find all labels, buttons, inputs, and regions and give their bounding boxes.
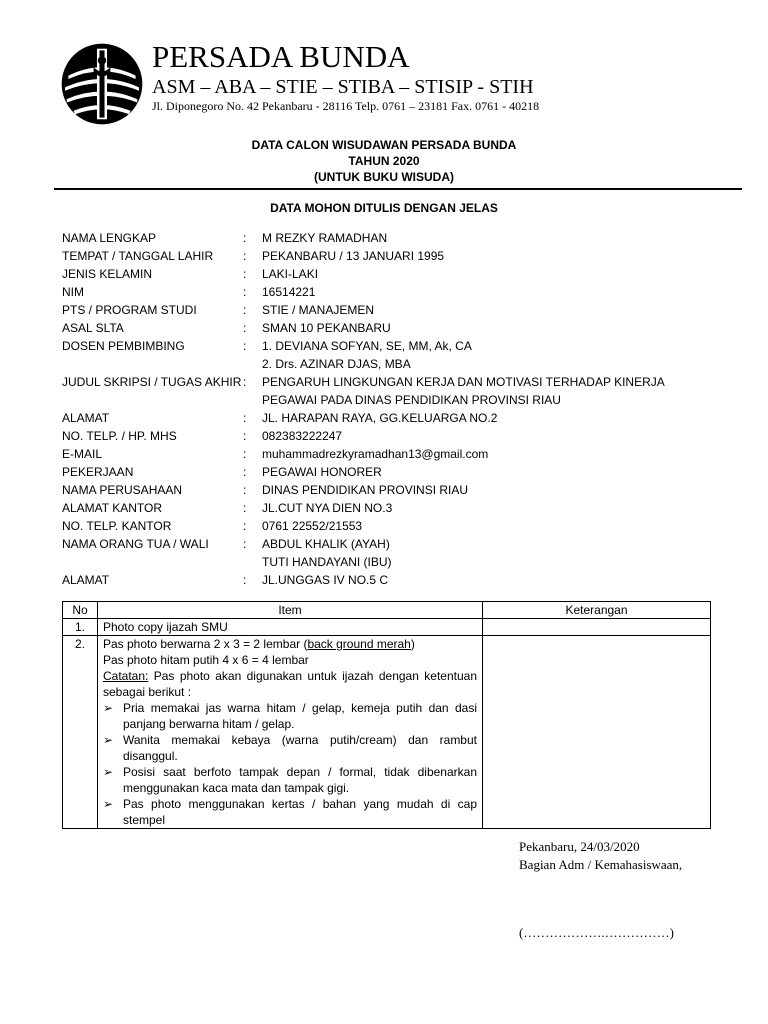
field-value: SMAN 10 PEKANBARU: [262, 321, 391, 335]
background-red-text: back ground merah: [307, 637, 411, 651]
field-colon: :: [243, 537, 247, 551]
field-colon: :: [243, 429, 247, 443]
photo-color-line: [103, 636, 477, 652]
field-row: [62, 229, 752, 247]
office-name: Bagian Adm / Kemahasiswaan,: [519, 857, 683, 872]
table-header-row: [63, 602, 711, 619]
row-item: [98, 636, 483, 829]
field-colon: :: [243, 447, 247, 461]
field-row: [62, 517, 752, 535]
field-row: [62, 499, 752, 517]
field-label: ALAMAT KANTOR: [62, 501, 163, 515]
arrow-bullet-icon: ➢: [103, 733, 114, 747]
field-value: muhammadrezkyramadhan13@gmail.com: [262, 447, 489, 461]
field-colon: :: [243, 321, 247, 335]
instruction-heading: DATA MOHON DITULIS DENGAN JELAS: [270, 201, 498, 215]
field-label: NO. TELP. / HP. MHS: [62, 429, 177, 443]
header-item: Item: [98, 602, 483, 619]
field-row: [62, 391, 752, 409]
field-row: [62, 463, 752, 481]
arrow-bullet-icon: ➢: [103, 701, 114, 715]
row-note: [483, 619, 711, 636]
requirements-table: [62, 601, 711, 829]
list-item: [103, 796, 477, 828]
field-row: [62, 535, 752, 553]
header-no: No: [63, 602, 98, 619]
signature-block: [519, 838, 682, 874]
university-emblem-icon: [60, 42, 144, 126]
list-item: [103, 700, 477, 732]
row-no: 1.: [63, 619, 98, 636]
field-value: PENGARUH LINGKUNGAN KERJA DAN MOTIVASI TERHADAP KINERJA: [262, 375, 665, 389]
field-value: DINAS PENDIDIKAN PROVINSI RIAU: [262, 483, 469, 497]
field-colon: :: [243, 339, 247, 353]
field-value: JL. HARAPAN RAYA, GG.KELUARGA NO.2: [262, 411, 498, 425]
field-value: ABDUL KHALIK (AYAH): [262, 537, 390, 551]
field-label: DOSEN PEMBIMBING: [62, 339, 185, 353]
field-row: [62, 337, 752, 355]
note-text: Pas photo akan digunakan untuk ijazah dengan ketentuan sebagai berikut :: [103, 669, 477, 699]
student-data-list: [62, 229, 752, 589]
field-row: [62, 553, 752, 571]
field-label: NIM: [62, 285, 84, 299]
header-divider: [54, 188, 742, 190]
field-value: TUTI HANDAYANI (IBU): [262, 555, 392, 569]
field-row: [62, 265, 752, 283]
org-name: PERSADA BUNDA: [152, 39, 410, 74]
signature-line: (……………….……………): [519, 925, 674, 940]
field-label: PEKERJAAN: [62, 465, 134, 479]
field-colon: :: [243, 267, 247, 281]
table-row: [63, 619, 711, 636]
title-line-2: TAHUN 2020: [348, 154, 420, 168]
field-label: JENIS KELAMIN: [62, 267, 153, 281]
header-note: Keterangan: [483, 602, 711, 619]
field-label: TEMPAT / TANGGAL LAHIR: [62, 249, 214, 263]
field-value: 2. Drs. AZINAR DJAS, MBA: [262, 357, 411, 371]
field-colon: :: [243, 483, 247, 497]
field-label: NAMA PERUSAHAAN: [62, 483, 183, 497]
field-row: [62, 427, 752, 445]
field-value: 082383222247: [262, 429, 343, 443]
photo-color-text: Pas photo berwarna 2 x 3 = 2 lembar (: [103, 637, 308, 651]
field-label: NAMA ORANG TUA / WALI: [62, 537, 209, 551]
field-row: [62, 247, 752, 265]
field-colon: :: [243, 411, 247, 425]
field-row: [62, 409, 752, 427]
org-address: Jl. Diponegoro No. 42 Pekanbaru - 28116 Telp. 0761 – 23181 Fax. 0761 - 40218: [152, 99, 540, 113]
bullet-text: Pria memakai jas warna hitam / gelap, kemeja putih dan dasi panjang berwarna hitam / gelap.: [123, 701, 477, 731]
place-date: Pekanbaru, 24/03/2020: [519, 839, 640, 854]
field-colon: :: [243, 285, 247, 299]
field-row: [62, 355, 752, 373]
field-value: STIE / MANAJEMEN: [262, 303, 375, 317]
field-value: 1. DEVIANA SOFYAN, SE, MM, Ak, CA: [262, 339, 472, 353]
field-value: PEGAWAI HONORER: [262, 465, 382, 479]
photo-color-close: ): [410, 637, 415, 651]
field-value: JL.CUT NYA DIEN NO.3: [262, 501, 393, 515]
field-value: M REZKY RAMADHAN: [262, 231, 388, 245]
field-row: [62, 283, 752, 301]
field-colon: :: [243, 501, 247, 515]
field-colon: :: [243, 375, 247, 389]
bullet-text: Wanita memakai kebaya (warna putih/cream) dan rambut disanggul.: [123, 733, 477, 763]
row-no: 2.: [63, 636, 98, 829]
field-label: E-MAIL: [62, 447, 103, 461]
title-line-1: DATA CALON WISUDAWAN PERSADA BUNDA: [251, 138, 517, 152]
requirement-bullets: [103, 700, 477, 828]
title-line-3: (UNTUK BUKU WISUDA): [314, 170, 454, 184]
field-label: ASAL SLTA: [62, 321, 124, 335]
field-colon: :: [243, 231, 247, 245]
field-label: PTS / PROGRAM STUDI: [62, 303, 197, 317]
field-label: NO. TELP. KANTOR: [62, 519, 172, 533]
field-label: NAMA LENGKAP: [62, 231, 157, 245]
field-label: JUDUL SKRIPSI / TUGAS AKHIR: [62, 375, 242, 389]
arrow-bullet-icon: ➢: [103, 765, 114, 779]
note-paragraph: [103, 668, 477, 700]
field-row: [62, 319, 752, 337]
field-row: [62, 571, 752, 589]
field-colon: :: [243, 465, 247, 479]
field-row: [62, 373, 752, 391]
field-value: PEGAWAI PADA DINAS PENDIDIKAN PROVINSI RIAU: [262, 393, 561, 407]
bullet-text: Posisi saat berfoto tampak depan / formal, tidak dibenarkan menggunakan kaca mata dan tampak gigi.: [123, 765, 477, 795]
field-colon: :: [243, 249, 247, 263]
row-note: [483, 636, 711, 829]
field-row: [62, 445, 752, 463]
field-row: [62, 481, 752, 499]
table-row: [63, 636, 711, 829]
field-colon: :: [243, 519, 247, 533]
field-label: ALAMAT: [62, 573, 110, 587]
field-value: JL.UNGGAS IV NO.5 C: [262, 573, 389, 587]
field-colon: :: [243, 573, 247, 587]
document-title: [0, 137, 768, 185]
field-row: [62, 301, 752, 319]
arrow-bullet-icon: ➢: [103, 797, 114, 811]
field-value: LAKI-LAKI: [262, 267, 319, 281]
row-item: Photo copy ijazah SMU: [98, 619, 483, 636]
note-label: Catatan:: [103, 669, 149, 683]
field-colon: :: [243, 303, 247, 317]
photo-bw-line: Pas photo hitam putih 4 x 6 = 4 lembar: [103, 653, 309, 667]
list-item: [103, 732, 477, 764]
field-value: 0761 22552/21553: [262, 519, 363, 533]
field-value: 16514221: [262, 285, 316, 299]
field-label: ALAMAT: [62, 411, 110, 425]
field-value: PEKANBARU / 13 JANUARI 1995: [262, 249, 445, 263]
list-item: [103, 764, 477, 796]
bullet-text: Pas photo menggunakan kertas / bahan yang mudah di cap stempel: [123, 797, 477, 827]
org-subtitle: ASM – ABA – STIE – STIBA – STISIP - STIH: [152, 76, 534, 98]
